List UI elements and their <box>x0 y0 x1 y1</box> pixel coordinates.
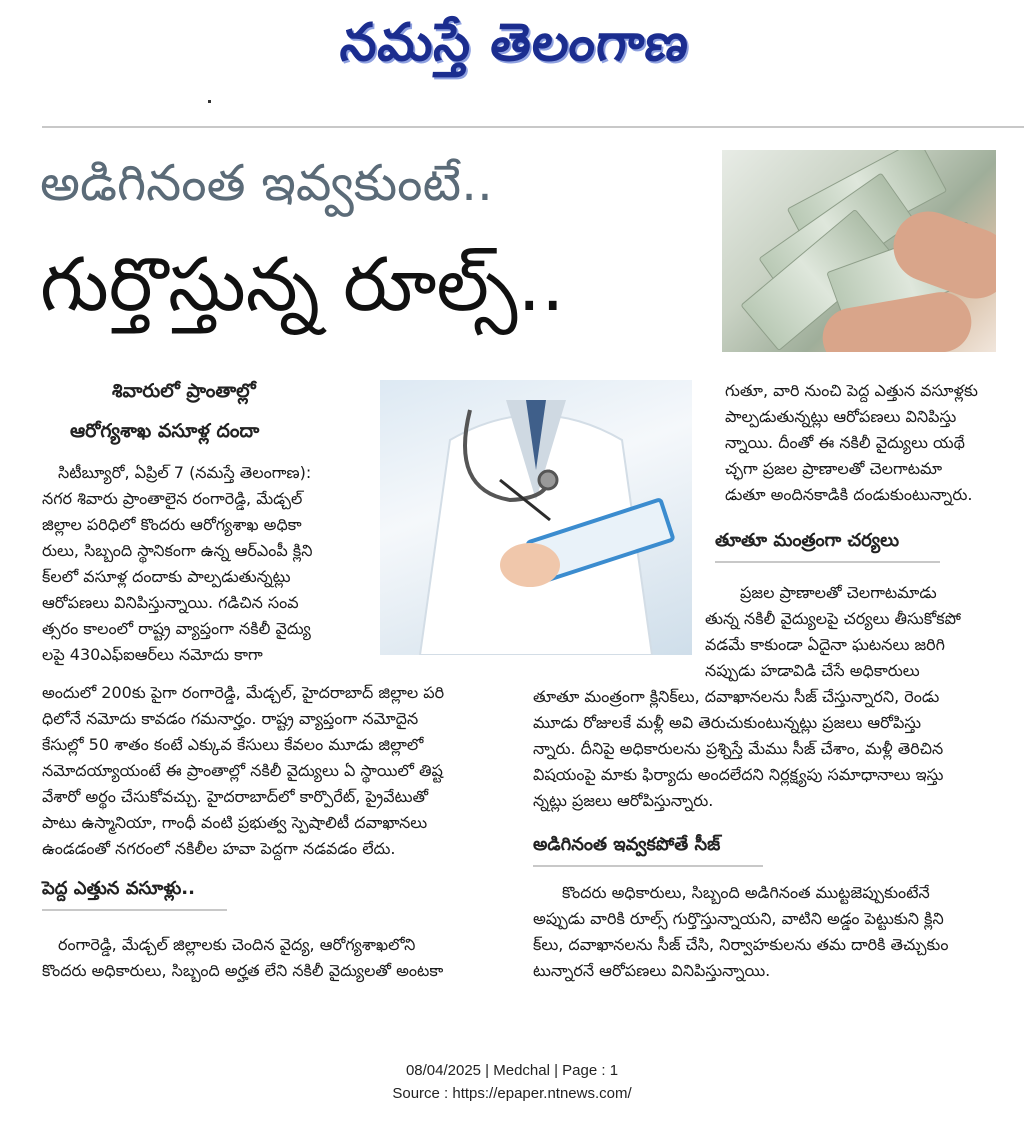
body-line: రులు, సిబ్బంది స్థానికంగా ఉన్న ఆర్ఎంపీ క్లిని <box>42 541 313 560</box>
body-line: నమోదయ్యాయంటే ఈ ప్రాంతాల్లో నకిలీ వైద్యులు ఏ స్థాయిలో తిష్ట <box>42 761 443 780</box>
body-line: ఉండడంతో నగరంలో నకిలీల హవా పెద్దగా నడవడం లేదు. <box>42 839 396 858</box>
body-line: మూడు రోజులకే మళ్లీ అవి తెరుచుకుంటున్నట్లు ప్రజలు ఆరోపిస్తు <box>533 713 922 732</box>
doctor-photo <box>380 380 692 655</box>
body-line: చ్ఛగా ప్రజల ప్రాణాలతో చెలగాటమా <box>725 459 943 478</box>
body-line: ఆరోపణలు వినిపిస్తున్నాయి. గడిచిన సంవ <box>42 593 299 612</box>
body-line: పాల్పడుతున్నట్లు ఆరోపణలు వినిపిస్తు <box>725 407 957 426</box>
body-line: క్‌లలో వసూళ్ల దందాకు పాల్పడుతున్నట్లు <box>42 567 291 586</box>
body-line: నగర శివారు ప్రాంతాలైన రంగారెడ్డి, మేడ్చల్ <box>42 489 303 508</box>
body-line: తున్న నకిలీ వైద్యులపై చర్యలు తీసుకోకపో <box>705 609 961 628</box>
body-line: రంగారెడ్డి, మేడ్చల్ జిల్లాలకు చెందిన వైద్య, ఆరోగ్యశాఖలోని <box>58 935 416 954</box>
footer-source: Source : https://epaper.ntnews.com/ <box>392 1085 632 1102</box>
body-line: క్‌లు, దవాఖానలను సీజ్ చేసి, నిర్వాహకులను తమ దారికి తెచ్చుకుం <box>533 935 949 954</box>
body-line: ధిలోనే నమోదు కావడం గమనార్హం. రాష్ట్ర వ్యాప్తంగా నమోదైన <box>42 709 419 728</box>
body-line: అందులో 200కు పైగా రంగారెడ్డి, మేడ్చల్, హైదరాబాద్ జిల్లాల పరి <box>42 683 445 702</box>
headline-kicker: అడిగినంత ఇవ్వకుంటే.. <box>40 154 493 212</box>
newspaper-logo: నమస్తే తెలంగాణ <box>337 12 693 73</box>
section-heading-token-actions: తూతూ మంత్రంగా చర్యలు <box>715 530 940 563</box>
body-line: పాటు ఉస్మానియా, గాంధీ వంటి ప్రభుత్వ స్పెషాలిటీ దవాఖానలు <box>42 813 428 832</box>
body-line: అప్పుడు వారికి రూల్స్ గుర్తొస్తున్నాయని, వాటిని అడ్డం పెట్టుకుని క్లిని <box>533 909 944 928</box>
body-line: కేసుల్లో 50 శాతం కంటే ఎక్కువ కేసులు కేవలం మూడు జిల్లాలో <box>42 735 424 754</box>
body-line: త్సరం కాలంలో రాష్ట్ర వ్యాప్తంగా నకిలీ వైద్యు <box>42 619 311 638</box>
body-line: డుతూ అందినకాడికి దండుకుంటున్నారు. <box>725 485 973 504</box>
body-line: గుతూ, వారి నుంచి పెద్ద ఎత్తున వసూళ్లకు <box>725 381 978 400</box>
section-heading-seize: అడిగినంత ఇవ్వకపోతే సీజ్ <box>533 834 763 867</box>
money-photo <box>722 150 996 352</box>
body-line: వేశారో అర్థం చేసుకోవచ్చు. హైదరాబాద్‌లో కార్పొరేట్, ప్రైవేటుతో <box>42 787 429 806</box>
body-line: కొందరు అధికారులు, సిబ్బంది అర్హత లేని నకిలీ వైద్యులతో అంటకా <box>42 961 444 980</box>
body-line: జిల్లాల పరిధిలో కొందరు ఆరోగ్యశాఖ అధికా <box>42 515 302 534</box>
headline-main: గుర్తొస్తున్న రూల్స్.. <box>40 242 565 328</box>
subheadline-line-2: ఆరోగ్యశాఖ వసూళ్ల దందా <box>70 420 260 442</box>
body-line: న్నారు. దీనిపై అధికారులను ప్రశ్నిస్తే మేము సీజ్ చేశాం, మళ్లీ తెరిచిన <box>533 739 944 758</box>
body-line: తూతూ మంత్రంగా క్లినిక్‌లు, దవాఖానలను సీజ్ చేస్తున్నారని, రెండు <box>533 687 940 706</box>
footer-edition: 08/04/2025 | Medchal | Page : 1 <box>405 1062 619 1079</box>
body-line: విషయంపై మాకు ఫిర్యాదు అందలేదని నిర్లక్ష్యపు సమాధానాలు ఇస్తు <box>533 765 944 784</box>
doctor-illustration-icon <box>380 380 692 655</box>
body-line: న్నట్లు ప్రజలు ఆరోపిస్తున్నారు. <box>533 791 714 810</box>
decorative-dot <box>208 100 211 103</box>
body-line: వడమే కాకుండా ఏదైనా ఘటనలు జరిగి <box>705 635 945 654</box>
body-line: సిటీబ్యూరో, ఏప్రిల్ 7 (నమస్తే తెలంగాణ): <box>58 463 312 482</box>
masthead-divider <box>42 126 1024 128</box>
section-heading-collections: పెద్ద ఎత్తున వసూళ్లు.. <box>42 878 227 911</box>
body-line: కొందరు అధికారులు, సిబ్బంది అడిగినంత ముట్టజెప్పుకుంటేనే <box>562 883 930 902</box>
body-line: టున్నారనే ఆరోపణలు వినిపిస్తున్నాయి. <box>533 961 771 980</box>
body-line: ప్రజల ప్రాణాలతో చెలగాటమాడు <box>740 583 937 602</box>
masthead <box>0 0 1024 100</box>
body-line: న్నాయి. దీంతో ఈ నకిలీ వైద్యులు యథే <box>725 433 965 452</box>
body-line: నప్పుడు హడావిడి చేసే అధికారులు <box>705 661 920 680</box>
body-line: లపై 430ఎఫ్ఐఆర్‌లు నమోదు కాగా <box>42 645 263 664</box>
subheadline-line-1: శివారులో ప్రాంతాల్లో <box>112 380 256 402</box>
